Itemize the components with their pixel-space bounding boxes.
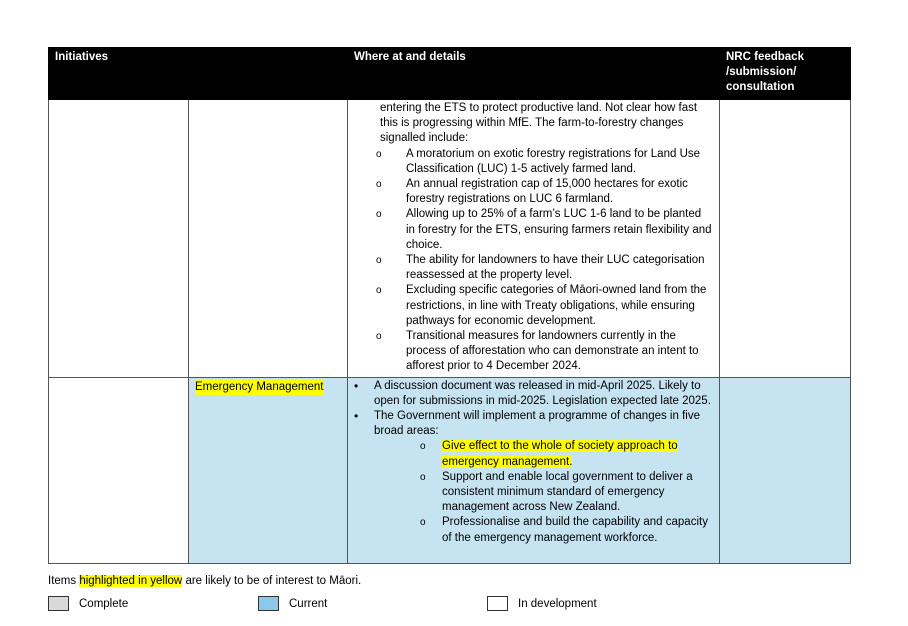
note-prefix: Items	[48, 575, 80, 587]
header-feedback	[720, 48, 851, 100]
table-row-forestry	[49, 100, 851, 378]
list-item: o An annual registration cap of 15,000 hectares for exotic forestry registrations on LUC 6 farmland.	[380, 177, 713, 207]
cell-forestry-details	[348, 100, 720, 378]
initiative-emergency-management: Emergency Management	[195, 380, 323, 395]
list-item: o Excluding specific categories of Māori-owned land from the restrictions, in line with Treaty obligations, while ensuring pathways for economic development.	[380, 283, 713, 329]
cell-feedback-empty	[720, 377, 851, 563]
list-item: o Transitional measures for landowners currently in the process of afforestation who can demonstrate an intent to afforest prior to 4 December 2024.	[380, 329, 713, 375]
swatch-complete	[48, 596, 69, 611]
forestry-lead-text: entering the ETS to protect productive land. Not clear how fast this is progressing within MfE. The farm-to-forestry changes signalled include:	[380, 102, 698, 145]
table-row-emergency-management	[49, 377, 851, 563]
legend-label: Current	[289, 597, 328, 610]
legend-current	[258, 596, 327, 611]
note-suffix: are likely to be of interest to Māori.	[182, 575, 362, 587]
legend-complete	[48, 596, 128, 611]
swatch-in-development	[487, 596, 508, 611]
list-item: • A discussion document was released in mid-April 2025. Likely to open for submissions in mid-2025. Legislation expected late 2025.	[348, 379, 713, 409]
forestry-change-list	[354, 147, 713, 375]
legend-in-development	[487, 596, 597, 611]
swatch-current	[258, 596, 279, 611]
cell-empty	[49, 100, 189, 378]
highlight-note	[48, 575, 361, 587]
em-sub-list	[374, 439, 713, 545]
cell-initiative	[189, 377, 348, 563]
table-header-row	[49, 48, 851, 100]
list-item: o The ability for landowners to have their LUC categorisation reassessed at the property level.	[380, 253, 713, 283]
header-details: Where at and details	[348, 48, 720, 100]
note-highlight: highlighted in yellow	[79, 575, 183, 587]
initiatives-table	[48, 47, 851, 564]
cell-empty	[189, 100, 348, 378]
header-initiatives: Initiatives	[49, 48, 348, 100]
cell-feedback-empty	[720, 100, 851, 378]
list-item: o Professionalise and build the capability and capacity of the emergency management workforce.	[416, 515, 713, 545]
list-item-text: The Government will implement a programme of changes in five broad areas:	[374, 410, 700, 438]
cell-empty	[49, 377, 189, 563]
header-feedback-line: NRC feedback	[726, 51, 804, 63]
legend-label: Complete	[79, 597, 129, 610]
list-item	[348, 409, 713, 546]
list-item: o Allowing up to 25% of a farm’s LUC 1-6 land to be planted in forestry for the ETS, ensuring farmers retain flexibility and choice.	[380, 207, 713, 253]
legend-label: In development	[518, 597, 597, 610]
em-bullet-list	[348, 379, 713, 546]
highlighted-text: Give effect to the whole of society approach to emergency management.	[442, 440, 678, 468]
header-feedback-line: consultation	[726, 81, 795, 94]
list-item: o Support and enable local government to deliver a consistent minimum standard of emergency management across New Zealand.	[416, 470, 713, 516]
list-item-highlighted	[416, 439, 713, 469]
header-feedback-line: /submission/	[726, 66, 797, 79]
cell-em-details	[348, 377, 720, 563]
list-item: o A moratorium on exotic forestry registrations for Land Use Classification (LUC) 1-5 actively farmed land.	[380, 147, 713, 177]
